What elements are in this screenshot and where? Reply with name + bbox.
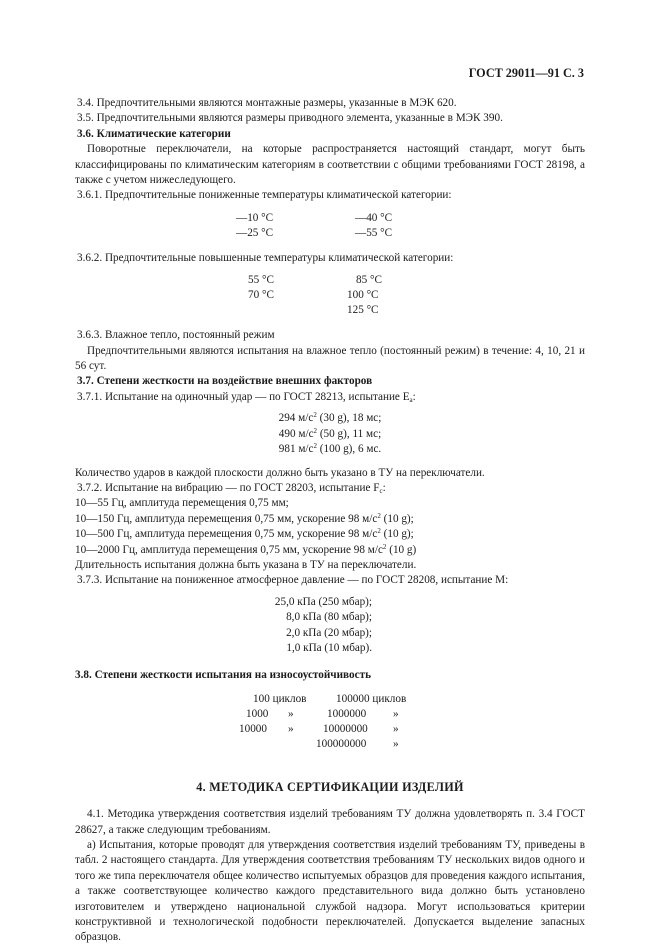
low-temp: —25 °С (236, 226, 274, 239)
cycles-value: 1000000 (327, 707, 367, 720)
page-header: ГОСТ 29011—91 С. 3 (468, 66, 584, 80)
clause-3-7-title: 3.7. Степени жесткости на воздействие внешних факторов (77, 375, 373, 388)
clause-3-8-title: 3.8. Степени жесткости испытания на износоустойчивость (75, 669, 371, 682)
shock-item-rest: (50 g), 11 мс; (317, 427, 382, 440)
shock-item-sup: 2 (313, 442, 317, 451)
clause-3-7-2 (75, 481, 585, 496)
clause-3-6-1: 3.6.1. Предпочтительные пониженные температуры климатической категории: (77, 189, 452, 202)
shock-item (75, 411, 585, 426)
clause-3-7-1-colon: : (412, 390, 416, 403)
shock-item-value: 981 м/с (278, 443, 314, 456)
clause-3-7-2-sub: c (379, 486, 383, 495)
vibration-sup: 2 (377, 511, 381, 520)
ditto-mark: » (288, 722, 294, 735)
clause-3-5: 3.5. Предпочтительными являются размеры приводного элемента, указанные в МЭК 390. (77, 112, 503, 125)
ditto-mark: » (393, 737, 399, 750)
ditto-mark: » (393, 722, 399, 735)
shock-item-value: 294 м/с (278, 412, 314, 425)
clause-3-6-3-text: Предпочтительными являются испытания на влажное тепло (постоянный режим) в течение: 4, 10, 21 и 56 сут. (75, 344, 585, 373)
clause-4-1-a: а) Испытания, которые проводят для утверждения соответствия изделий требованиям ТУ, приведены в табл. 2 настоящего стандарта. Для утверждения соответствия требованиям ТУ нескольких видов одного и того же типа переключателя общее количество испытуемых образцов для проведения каждого испытания, а также соответствующее количество каждого представительного вида должно быть установлено изготовителем и утверждено национальной службой надзора. Могут использоваться критерии конструктивной и технологической подобности переключателей. Допускается выделение запасных образцов. (75, 839, 585, 944)
pressure-list (261, 595, 585, 657)
shock-item-sup: 2 (313, 411, 317, 420)
cycles-value: 100000 циклов (336, 692, 407, 705)
high-temp: 55 °С (248, 274, 274, 287)
clause-3-7-2-text: 3.7.2. Испытание на вибрацию — по ГОСТ 28203, испытание F (77, 481, 380, 494)
shock-list (75, 411, 585, 457)
shock-item (75, 427, 585, 442)
high-temp: 100 °С (347, 289, 379, 302)
high-temp: 70 °С (248, 289, 274, 302)
high-temp: 125 °С (347, 304, 379, 317)
cycles-value: 100 циклов (253, 692, 307, 705)
vibration-rest: (10 g); (380, 528, 414, 541)
cycles-value: 100000000 (316, 737, 367, 750)
section-4-title: 4. МЕТОДИКА СЕРТИФИКАЦИИ ИЗДЕЛИЙ (196, 779, 464, 794)
shock-item (75, 442, 585, 457)
clause-3-6-3: 3.6.3. Влажное тепло, постоянный режим (77, 329, 275, 342)
vibration-rest: (10 g); (380, 512, 414, 525)
cycles-value: 10000 (239, 722, 267, 735)
clause-3-4: 3.4. Предпочтительными являются монтажные размеры, указанные в МЭК 620. (77, 97, 457, 109)
cycles-table (75, 692, 585, 754)
vibration-rest: (10 g) (386, 543, 417, 556)
clause-3-7-3: 3.7.3. Испытание на пониженное атмосферное давление — по ГОСТ 28208, испытание М: (77, 574, 509, 587)
cycles-value: 10000000 (323, 722, 368, 735)
ditto-mark: » (288, 707, 294, 720)
clause-3-6-title: 3.6. Климатические категории (77, 127, 231, 140)
shock-item-rest: (100 g), 6 мс. (316, 443, 382, 456)
high-temperatures (75, 273, 585, 320)
clause-3-7-1-text: 3.7.1. Испытание на одиночный удар — по ГОСТ 28213, испытание E (77, 390, 410, 403)
vibration-text: 10—2000 Гц, амплитуда перемещения 0,75 мм, ускорение 98 м/с (75, 543, 383, 556)
pressure-item: 2,0 кПа (20 мбар); (286, 626, 372, 639)
vibration-sup: 2 (382, 542, 387, 551)
low-temp: —10 °С (236, 211, 274, 224)
clause-3-7-1-sub: a (409, 395, 413, 404)
vibration-item (75, 496, 585, 511)
shock-item-value: 490 м/с (278, 427, 314, 440)
ditto-mark: » (393, 707, 399, 720)
low-temperatures (75, 211, 585, 243)
cycles-value: 1000 (246, 707, 269, 720)
clause-3-7-1 (75, 390, 585, 405)
vibration-item (75, 527, 585, 542)
shock-item-rest: (30 g), 18 мс; (316, 412, 382, 425)
vibration-sup: 2 (377, 527, 381, 536)
clause-3-6-2: 3.6.2. Предпочтительные повышенные температуры климатической категории: (77, 251, 454, 264)
shock-count: Количество ударов в каждой плоскости должно быть указано в ТУ на переключатели. (75, 466, 485, 479)
low-temp: —55 °С (355, 226, 393, 239)
pressure-item: 25,0 кПа (250 мбар); (274, 595, 372, 608)
clause-4-1: 4.1. Методика утверждения соответствия изделий требованиям ТУ должна удовлетворять п. 3.4 ГОСТ 28627, а также следующим требованиям. (75, 808, 585, 836)
pressure-item: 8,0 кПа (80 мбар); (286, 611, 372, 624)
vibration-text: 10—500 Гц, амплитуда перемещения 0,75 мм, ускорение 98 м/с (75, 528, 378, 541)
vibration-item (75, 543, 585, 558)
high-temp: 85 °С (356, 274, 382, 287)
pressure-item: 1,0 кПа (10 мбар). (286, 641, 372, 654)
clause-3-6-text: Поворотные переключатели, на которые распространяется настоящий стандарт, могут быть классифицированы по климатическим категориям в соответствии с общими требованиями ГОСТ 28198, а также с учетом нижеследующего. (75, 143, 585, 187)
page-content (75, 96, 585, 946)
clause-3-7-2-colon: : (382, 481, 386, 494)
vibration-text: 10—55 Гц, амплитуда перемещения 0,75 мм; (75, 497, 289, 510)
vibration-text: 10—150 Гц, амплитуда перемещения 0,75 мм, ускорение 98 м/с (75, 512, 378, 525)
low-temp: —40 °С (355, 211, 393, 224)
vibration-duration: Длительность испытания должна быть указана в ТУ на переключатели. (75, 558, 417, 571)
vibration-item (75, 512, 585, 527)
shock-item-sup: 2 (313, 426, 318, 435)
